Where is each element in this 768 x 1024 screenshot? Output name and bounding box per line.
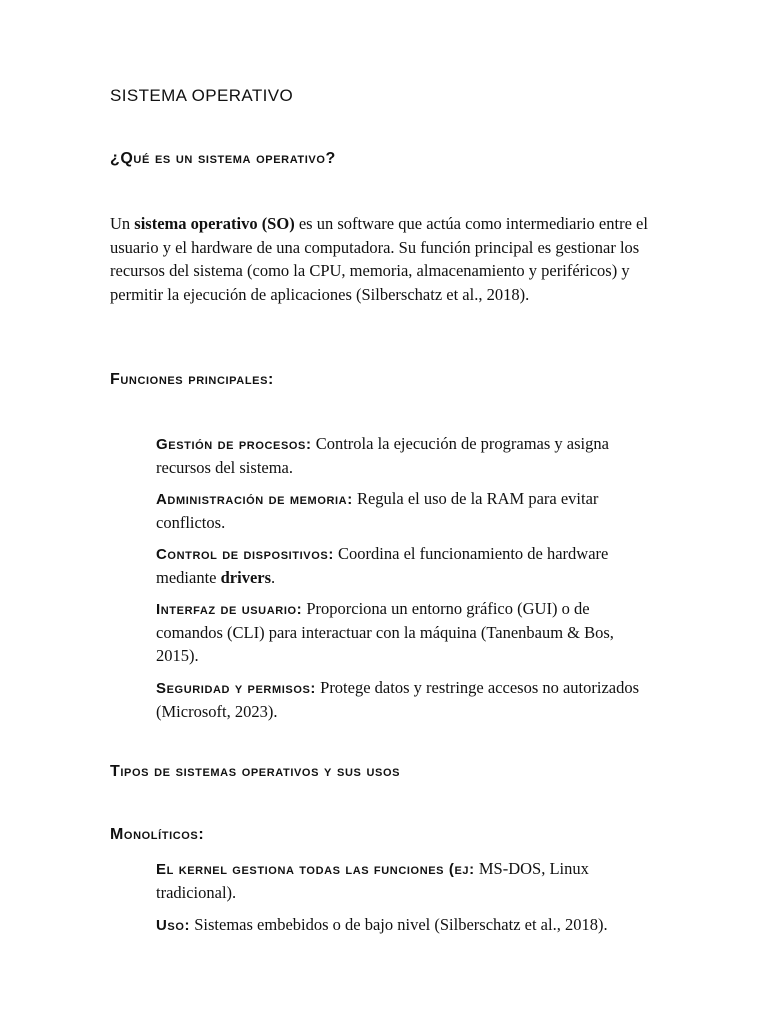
function-term: Gestión de procesos: [156, 436, 312, 453]
function-text: Regula el uso de la RAM para evitar conflictos. [156, 489, 599, 532]
monolithic-term: El kernel gestiona todas las funciones (ej: [156, 861, 475, 878]
function-text-end: . [271, 568, 276, 587]
function-term: Control de dispositivos: [156, 546, 334, 563]
intro-text-start: Un [110, 214, 131, 233]
monolithic-term: Uso: [156, 917, 191, 934]
function-item [156, 597, 646, 667]
intro-bold-term: sistema operativo (SO) [134, 214, 295, 233]
function-item [156, 487, 646, 534]
function-text: Proporciona un entorno gráfico (GUI) o de comandos (CLI) para interactuar con la máquina (Tanenbaum & Bos, 2015). [156, 599, 614, 665]
heading-functions: Funciones principales: [110, 371, 274, 388]
intro-paragraph [110, 212, 650, 306]
monolithic-item [156, 913, 676, 937]
function-text: Protege datos y restringe accesos no autorizados (Microsoft, 2023). [156, 678, 640, 721]
function-bold-word: drivers [220, 568, 272, 587]
function-item [156, 676, 646, 723]
heading-monolithic: Monolíticos: [110, 826, 205, 843]
function-item [156, 432, 646, 479]
function-term: Interfaz de usuario: [156, 601, 303, 618]
intro-text-rest: es un software que actúa como intermediario entre el usuario y el hardware de una computadora. Su función principal es gestionar los recursos del sistema (como la CPU, memoria, almacenamiento y periféricos) y permitir la ejecución de aplicaciones (Silberschatz et al., 2018). [110, 214, 648, 304]
function-term: Administración de memoria: [156, 491, 353, 508]
function-text: Coordina el funcionamiento de hardware mediante [156, 544, 609, 587]
monolithic-text: Sistemas embebidos o de bajo nivel (Silberschatz et al., 2018). [194, 915, 608, 934]
document-title: SISTEMA OPERATIVO [110, 86, 294, 105]
monolithic-text: MS-DOS, Linux tradicional). [156, 859, 589, 902]
heading-what-is: ¿Qué es un sistema operativo? [110, 150, 336, 167]
monolithic-item [156, 857, 646, 904]
function-term: Seguridad y permisos: [156, 680, 317, 697]
function-item [156, 542, 646, 589]
heading-types: Tipos de sistemas operativos y sus usos [110, 763, 401, 780]
function-text: Controla la ejecución de programas y asigna recursos del sistema. [156, 434, 609, 477]
